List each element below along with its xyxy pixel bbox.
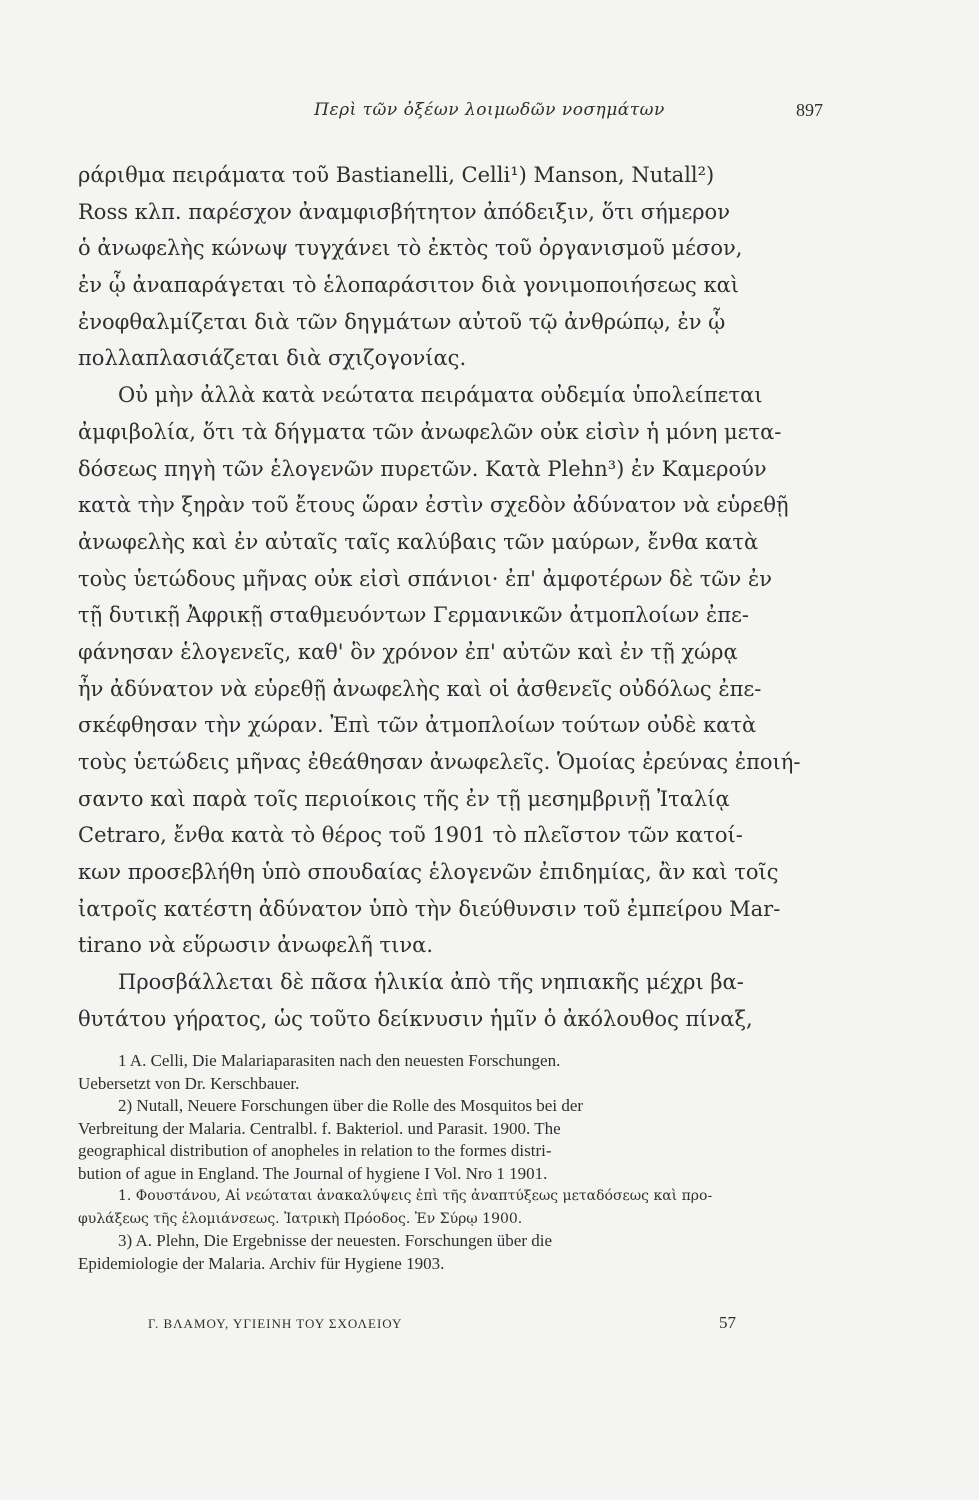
- text-line: τῇ δυτικῇ Ἀφρικῇ σταθμευόντων Γερμανικῶν ἀτμοπλοίων ἐπε-: [78, 603, 750, 628]
- text-line: Ross κλπ. παρέσχον ἀναμφισβήτητον ἀπόδειξιν, ὅτι σήμερον: [78, 199, 730, 224]
- text-line: Οὐ μὴν ἀλλὰ κατὰ νεώτατα πειράματα οὐδεμία ὑπολείπεται: [118, 383, 763, 408]
- printer-signature: Γ. ΒΛΑΜΟΥ, ΥΓΙΕΙΝΗ ΤΟΥ ΣΧΟΛΕΙΟΥ: [148, 1316, 403, 1331]
- text-line: tirano νὰ εὕρωσιν ἀνωφελῆ τινα.: [78, 933, 434, 958]
- main-text: [78, 157, 818, 1038]
- footnote-line: Epidemiologie der Malaria. Archiv für Hygiene 1903.: [78, 1253, 445, 1273]
- text-line: ράριθμα πειράματα τοῦ Bastianelli, Celli¹) Manson, Nutall²): [78, 163, 715, 187]
- text-line: φάνησαν ἑλογενεῖς, καθ' ὃν χρόνον ἐπ' αὐτῶν καὶ ἐν τῇ χώρᾳ: [78, 639, 738, 664]
- footnote-line: φυλάξεως τῆς ἑλομιάνσεως. Ἰατρικὴ Πρόοδος. Ἐν Σύρῳ 1900.: [78, 1210, 523, 1227]
- footnote-line: 2) Nutall, Neuere Forschungen über die Rolle des Mosquitos bei der: [118, 1096, 584, 1115]
- text-line: τοὺς ὑετώδους μῆνας οὐκ εἰσὶ σπάνιοι· ἐπ' ἀμφοτέρων δὲ τῶν ἐν: [78, 566, 772, 591]
- footnote-line: geographical distribution of anopheles in relation to the formes distri-: [78, 1141, 552, 1160]
- footnote-line: Uebersetzt von Dr. Kerschbauer.: [78, 1073, 300, 1093]
- page-number: 897: [796, 100, 823, 120]
- text-line: σκέφθησαν τὴν χώραν. Ἐπὶ τῶν ἀτμοπλοίων τούτων οὐδὲ κατὰ: [78, 713, 757, 738]
- footnote-line: Verbreitung der Malaria. Centralbl. f. Bakteriol. und Parasit. 1900. The: [78, 1118, 561, 1138]
- text-line: ὁ ἀνωφελὴς κώνωψ τυγχάνει τὸ ἐκτὸς τοῦ ὀργανισμοῦ μέσον,: [78, 236, 743, 261]
- text-line: κατὰ τὴν ξηρὰν τοῦ ἔτους ὥραν ἐστὶν σχεδὸν ἀδύνατον νὰ εὑρεθῇ: [78, 493, 789, 518]
- text-line: ἀνωφελὴς καὶ ἐν αὐταῖς ταῖς καλύβαις τῶν μαύρων, ἔνθα κατὰ: [78, 529, 759, 554]
- footnotes: [78, 1050, 818, 1275]
- sheet-number: 57: [719, 1313, 736, 1332]
- text-line: Προσβάλλεται δὲ πᾶσα ἡλικία ἀπὸ τῆς νηπιακῆς μέχρι βα-: [118, 970, 744, 995]
- footnote-line: 3) A. Plehn, Die Ergebnisse der neuesten. Forschungen über die: [118, 1231, 553, 1250]
- text-line: πολλαπλασιάζεται διὰ σχιζογονίας.: [78, 346, 467, 371]
- text-line: ἐνοφθαλμίζεται διὰ τῶν δηγμάτων αὐτοῦ τῷ ἀνθρώπῳ, ἐν ᾧ: [78, 309, 726, 334]
- text-line: σαντο καὶ παρὰ τοῖς περιοίκοις τῆς ἐν τῇ μεσημβρινῇ Ἰταλίᾳ: [78, 786, 730, 811]
- footnote-line: 1. Φουστάνου, Αἱ νεώταται ἀνακαλύψεις ἐπὶ τῆς ἀναπτύξεως μεταδόσεως καὶ προ-: [118, 1188, 713, 1204]
- text-line: δόσεως πηγὴ τῶν ἑλογενῶν πυρετῶν. Κατὰ Plehn³) ἐν Καμερούν: [78, 456, 767, 481]
- footnote-line: bution of ague in England. The Journal of hygiene I Vol. Nro 1 1901.: [78, 1163, 548, 1183]
- footnote-line: 1 A. Celli, Die Malariaparasiten nach den neuesten Forschungen.: [118, 1051, 561, 1070]
- text-line: θυτάτου γήρατος, ὡς τοῦτο δείκνυσιν ἡμῖν ὁ ἀκόλουθος πίναξ,: [78, 1006, 753, 1031]
- text-line: Cetraro, ἔνθα κατὰ τὸ θέρος τοῦ 1901 τὸ πλεῖστον τῶν κατοί-: [78, 823, 743, 848]
- text-line: τοὺς ὑετώδεις μῆνας ἐθεάθησαν ἀνωφελεῖς. Ὁμοίας ἐρεύνας ἐποιή-: [78, 750, 801, 774]
- text-line: ἀμφιβολία, ὅτι τὰ δήγματα τῶν ἀνωφελῶν οὐκ εἰσὶν ἡ μόνη μετα-: [78, 419, 782, 444]
- text-line: κων προσεβλήθη ὑπὸ σπουδαίας ἑλογενῶν ἐπιδημίας, ἂν καὶ τοῖς: [78, 860, 779, 885]
- text-line: ἦν ἀδύνατον νὰ εὑρεθῇ ἀνωφελὴς καὶ οἱ ἀσθενεῖς οὐδόλως ἐπε-: [78, 676, 762, 701]
- text-line: ἰατροῖς κατέστη ἀδύνατον ὑπὸ τὴν διεύθυνσιν τοῦ ἐμπείρου Mar-: [78, 896, 781, 921]
- running-header-title: Περὶ τῶν ὀξέων λοιμωδῶν νοσημάτων: [314, 100, 665, 120]
- text-line: ἐν ᾧ ἀναπαράγεται τὸ ἑλοπαράσιτον διὰ γονιμοποιήσεως καὶ: [78, 273, 740, 298]
